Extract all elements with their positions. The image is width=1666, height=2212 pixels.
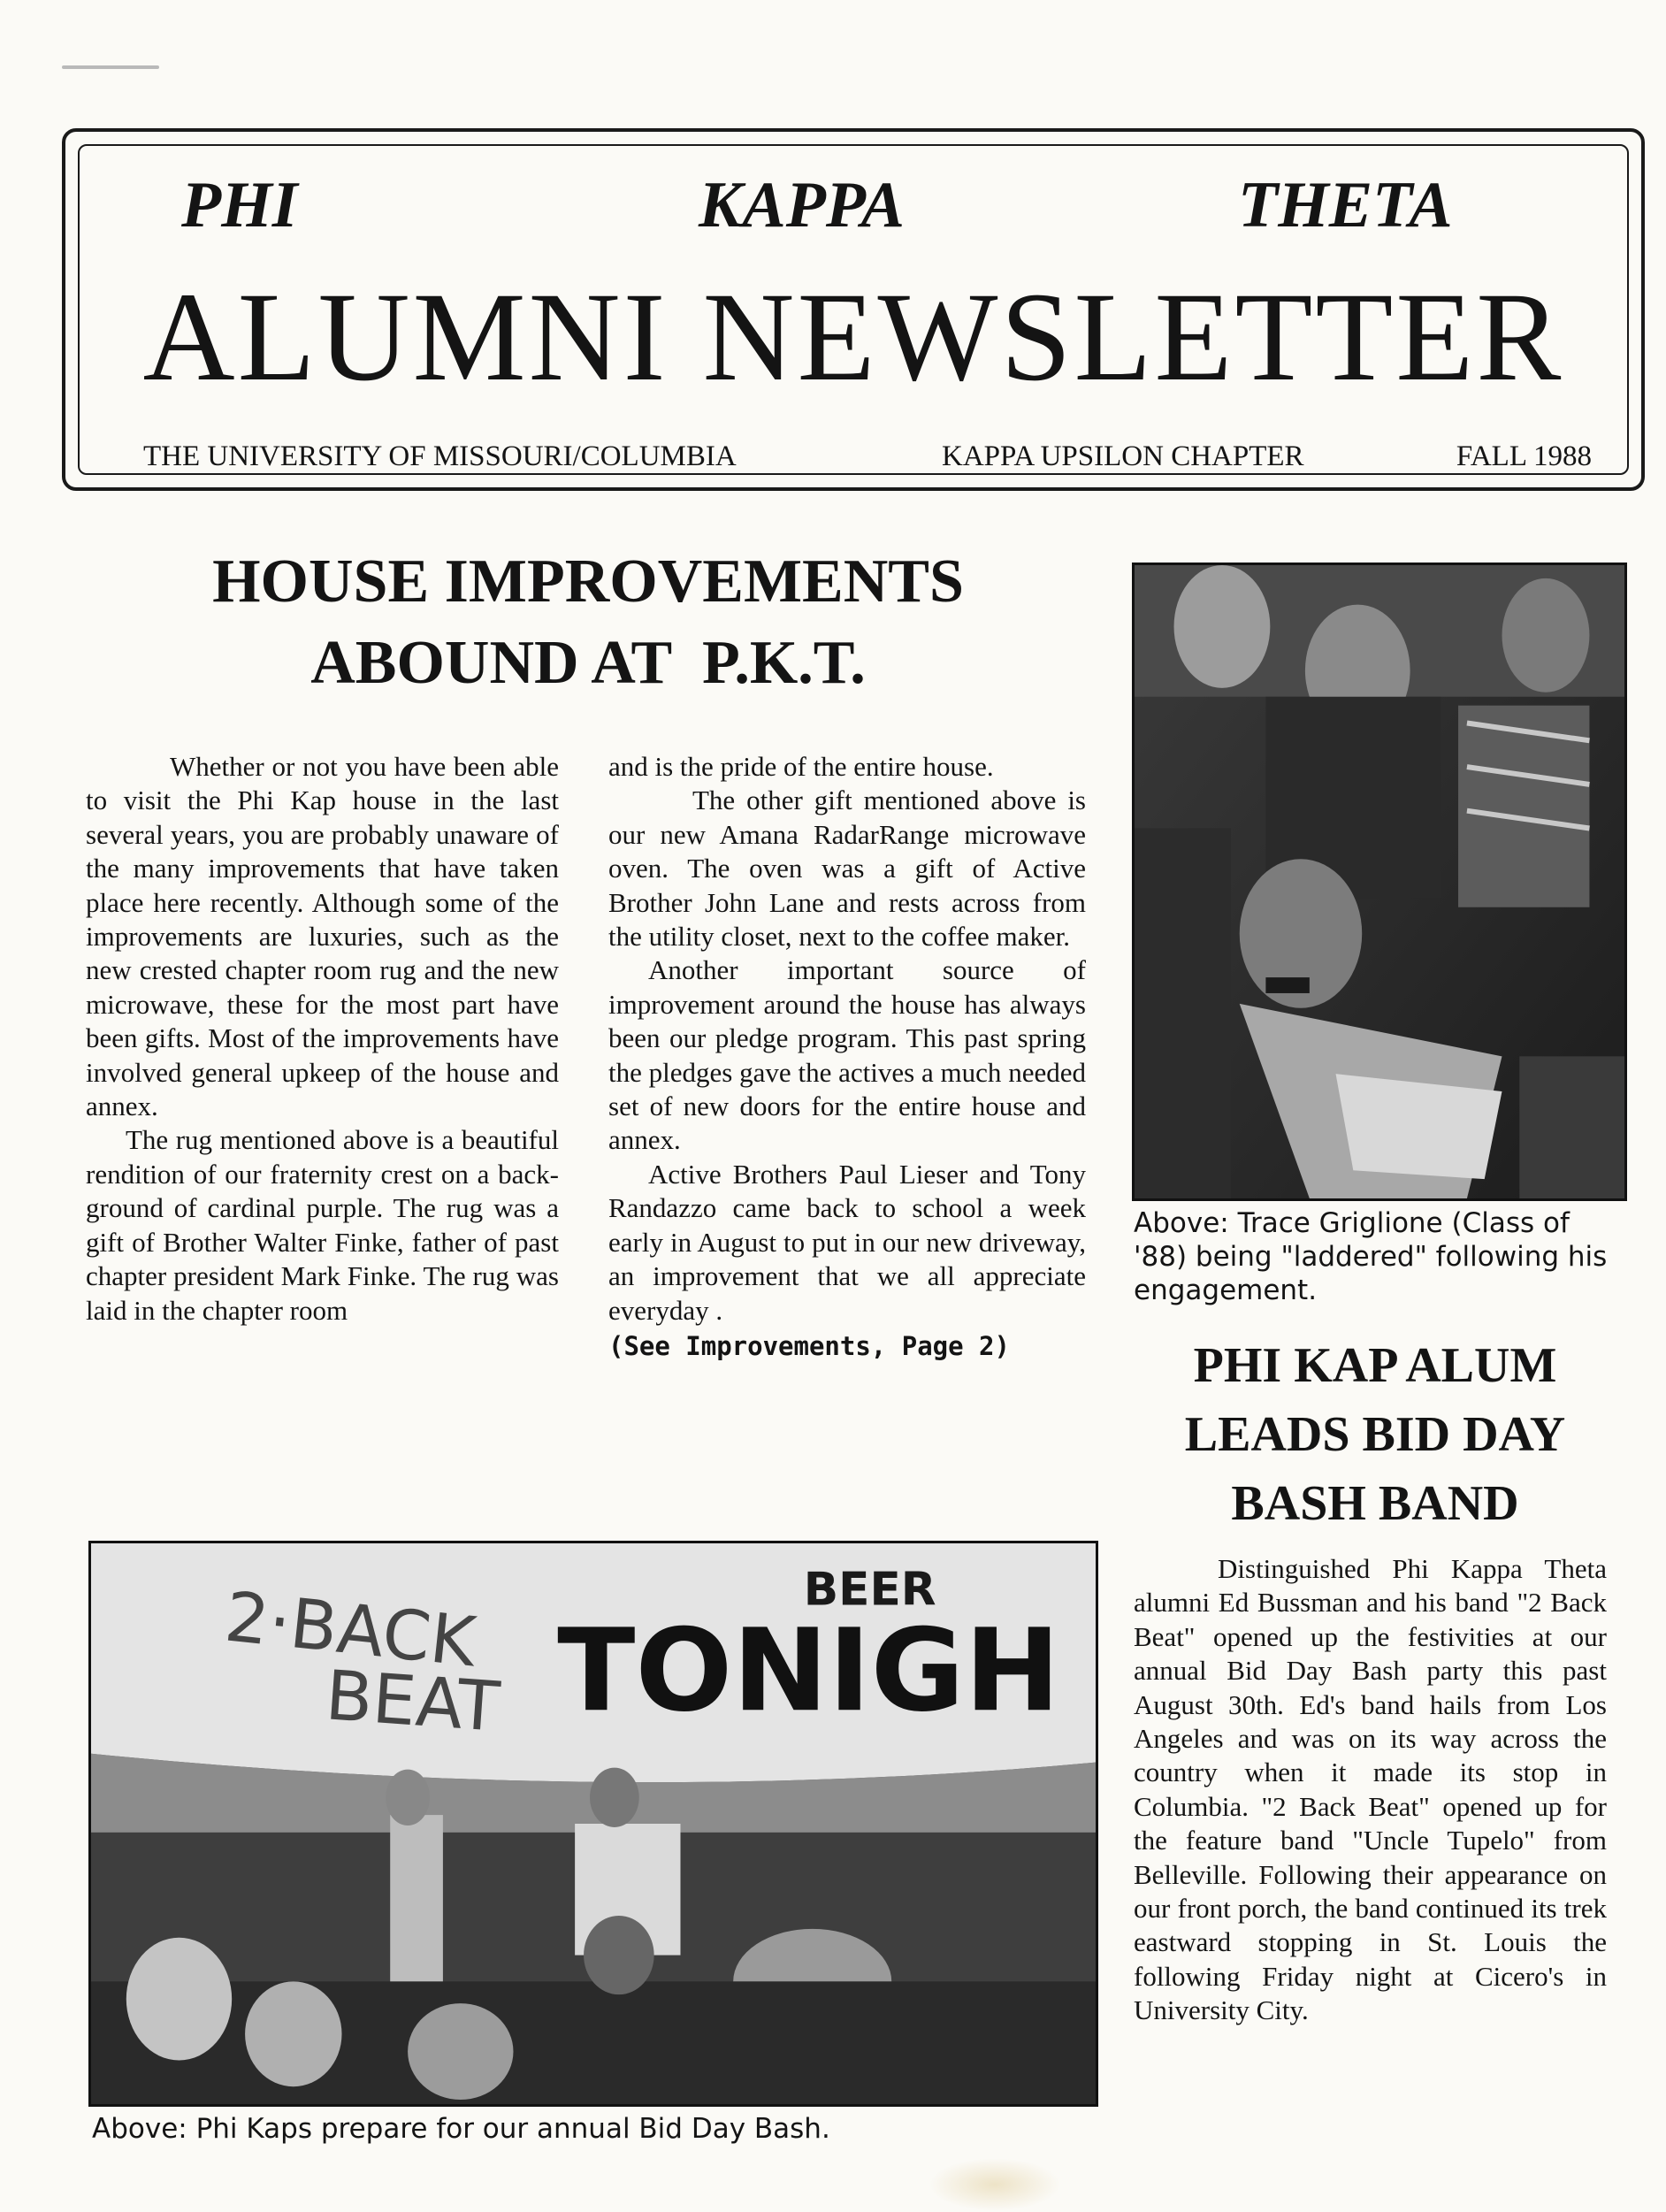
masthead-word-kappa: KAPPA — [699, 169, 905, 241]
article-paragraph: Whether or not you have been able to visit the Phi Kap house in the last several years, you are probably unaware of the many improvements that have taken place here recently. Although some of the improvements are luxuries, such as the new crested chapter room rug and the new microwave, these for the most part have been gifts. Most of the improvements have involved general upkeep of the house and annex. — [86, 751, 559, 1122]
article-paragraph: Active Brothers Paul Lieser and Tony Randazzo came back to school a week early in August to put in our new driveway, an improvement that we all appreciate everyday . — [608, 1158, 1086, 1326]
side-headline-line-2: LEADS BID DAY — [1184, 1407, 1566, 1462]
main-article-column-2 — [608, 750, 1086, 1363]
masthead-inner-border — [78, 144, 1629, 475]
article-paragraph: The rug mentioned above is a beautiful rendition of our fraternity crest on a back-ground of cardinal purple. The rug was a gift of Brother Walter Finke, father of past chapter president Mark Finke. The rug was laid in the chapter room — [86, 1124, 559, 1326]
side-headline-line-3: BASH BAND — [1231, 1476, 1519, 1531]
main-article-column-1 — [86, 750, 559, 1328]
ladder-photo — [1132, 563, 1627, 1201]
masthead-chapter: KAPPA UPSILON CHAPTER — [942, 440, 1304, 472]
ladder-photo-caption: Above: Trace Griglione (Class of '88) being "laddered" following his engagement. — [1134, 1207, 1608, 1306]
band-photo-image — [91, 1543, 1096, 2104]
banner-text-tonigh: TONIGH — [557, 1604, 1061, 1738]
masthead-university: THE UNIVERSITY OF MISSOURI/COLUMBIA — [143, 440, 737, 472]
masthead-word-phi: PHI — [181, 169, 298, 241]
ladder-photo-image — [1135, 565, 1624, 1198]
side-headline-line-1: PHI KAP ALUM — [1193, 1338, 1557, 1393]
masthead — [62, 128, 1645, 491]
side-article-column — [1134, 1552, 1607, 2028]
article-paragraph: The other gift mentioned above is our new Amana RadarRange microwave oven. The oven was a gift of Active Brother John Lane and rests across from the utility closet, next to the coffee maker. — [608, 785, 1086, 953]
newsletter-title: ALUMNI NEWSLETTER — [142, 267, 1564, 408]
continued-reference: (See Improvements, Page 2) — [608, 1330, 1010, 1361]
article-paragraph: Distinguished Phi Kappa Theta alumni Ed Bussman and his band "2 Back Beat" opened up the festivities at our annual Bid Day Bash party this past August 30th. Ed's band hails from Los Angeles and was on its way across the country when it made its stop in Columbia. "2 Back Beat" opened up for the feature band "Uncle Tupelo" from Belleville. Following their appearance on our front porch, the band continued its trek eastward stopping in St. Louis the following Friday night at Cicero's in University City. — [1134, 1553, 1607, 2026]
main-headline-line-1: HOUSE IMPROVEMENTS — [212, 547, 964, 616]
main-headline-line-2: ABOUND AT P.K.T. — [310, 629, 866, 697]
banner-text-2-back: 2·BACK — [221, 1577, 480, 1683]
masthead-issue: FALL 1988 — [1456, 440, 1592, 472]
masthead-word-theta: THETA — [1238, 169, 1453, 241]
article-paragraph: and is the pride of the entire house. — [608, 751, 994, 782]
band-photo-caption: Above: Phi Kaps prepare for our annual Bid Day Bash. — [92, 2113, 830, 2145]
banner-text-beat: BEAT — [323, 1656, 502, 1748]
side-article-headline — [1114, 1331, 1636, 1538]
paper-stain — [929, 2158, 1061, 2211]
main-article-headline — [106, 541, 1070, 704]
article-paragraph: Another important source of improvement around the house has always been our pledge program. This past spring the pledges gave the actives a much needed set of new doors for the entire house and annex. — [608, 954, 1086, 1156]
staple-mark — [62, 65, 159, 69]
banner-text-beer: BEER — [803, 1563, 936, 1617]
band-photo — [88, 1541, 1098, 2107]
